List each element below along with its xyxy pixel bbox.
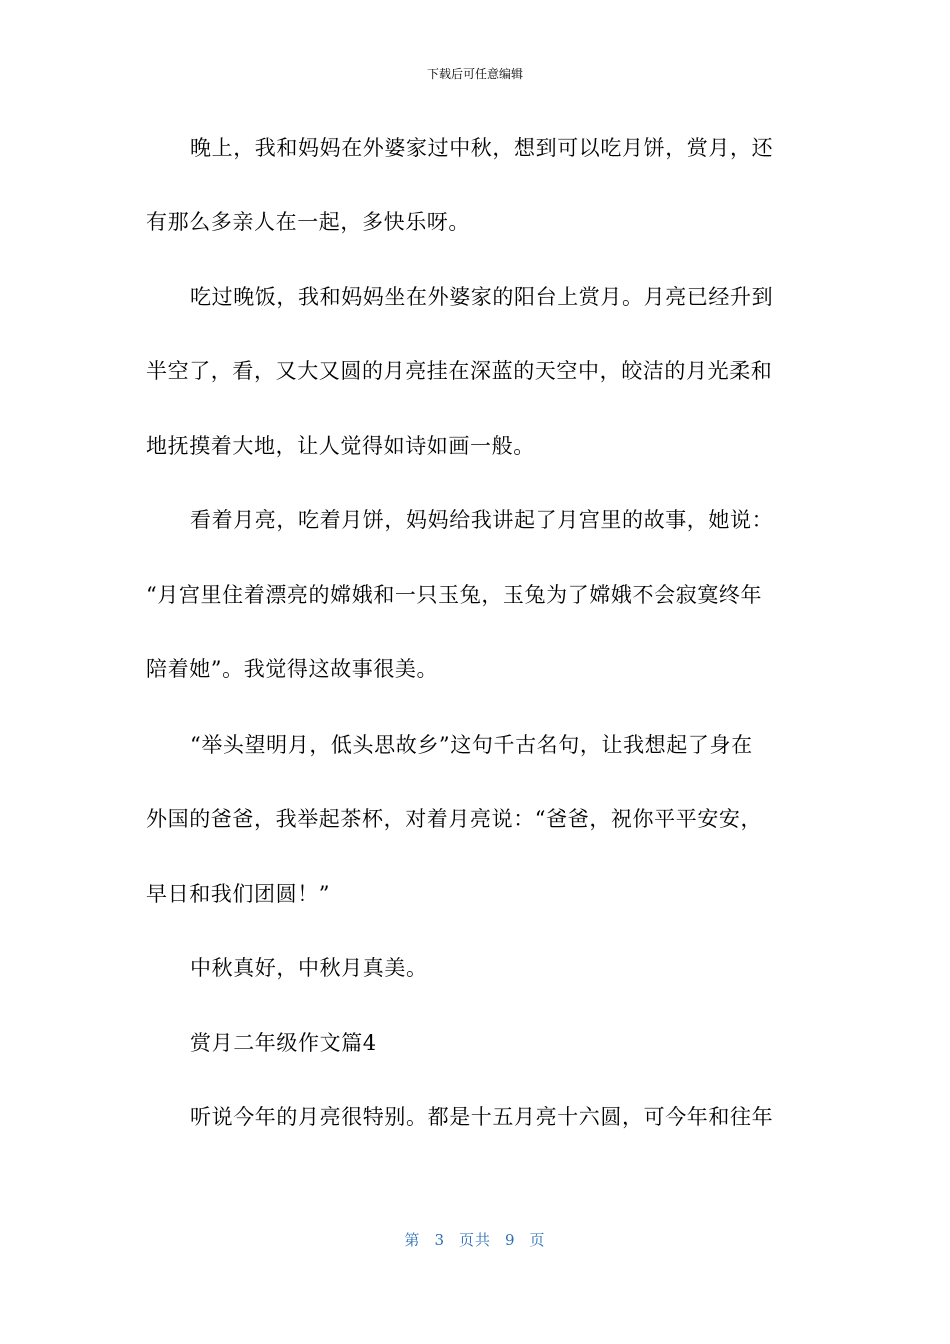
paragraph-line: 半空了，看，又大又圆的月亮挂在深蓝的天空中，皎洁的月光柔和 [146, 359, 773, 383]
footer-prefix: 第 [404, 1231, 421, 1249]
footer-middle: 页共 [458, 1231, 491, 1249]
paragraph-line: 外国的爸爸，我举起茶杯，对着月亮说：“爸爸，祝你平平安安， [146, 807, 763, 831]
paragraph-line: 吃过晚饭，我和妈妈坐在外婆家的阳台上赏月。月亮已经升到 [190, 285, 774, 309]
paragraph-line: 听说今年的月亮很特别。都是十五月亮十六圆，可今年和往年 [190, 1105, 774, 1129]
paragraph-line: 晚上，我和妈妈在外婆家过中秋，想到可以吃月饼，赏月，还 [190, 136, 774, 160]
paragraph-line: 地抚摸着大地，让人觉得如诗如画一般。 [146, 434, 535, 458]
paragraph-line: 有那么多亲人在一起，多快乐呀。 [146, 210, 470, 234]
section-heading: 赏月二年级作文篇4 [190, 1031, 377, 1055]
footer-suffix: 页 [529, 1231, 546, 1249]
footer-total-pages: 9 [505, 1231, 516, 1249]
footer-current-page: 3 [434, 1231, 445, 1249]
paragraph-line: 中秋真好，中秋月真美。 [190, 956, 428, 980]
paragraph-line: 看着月亮，吃着月饼，妈妈给我讲起了月宫里的故事，她说： [190, 508, 774, 532]
paragraph-line: “举头望明月，低头思故乡”这句千古名句，让我想起了身在 [190, 733, 753, 757]
paragraph-line: 早日和我们团圆！” [146, 882, 331, 906]
paragraph-line: 陪着她”。我觉得这故事很美。 [146, 657, 439, 681]
page-header: 下载后可任意编辑 [426, 67, 523, 81]
paragraph-line: “月宫里住着漂亮的嫦娥和一只玉兔，玉兔为了嫦娥不会寂寞终年 [146, 583, 763, 607]
page-footer [0, 1230, 950, 1250]
